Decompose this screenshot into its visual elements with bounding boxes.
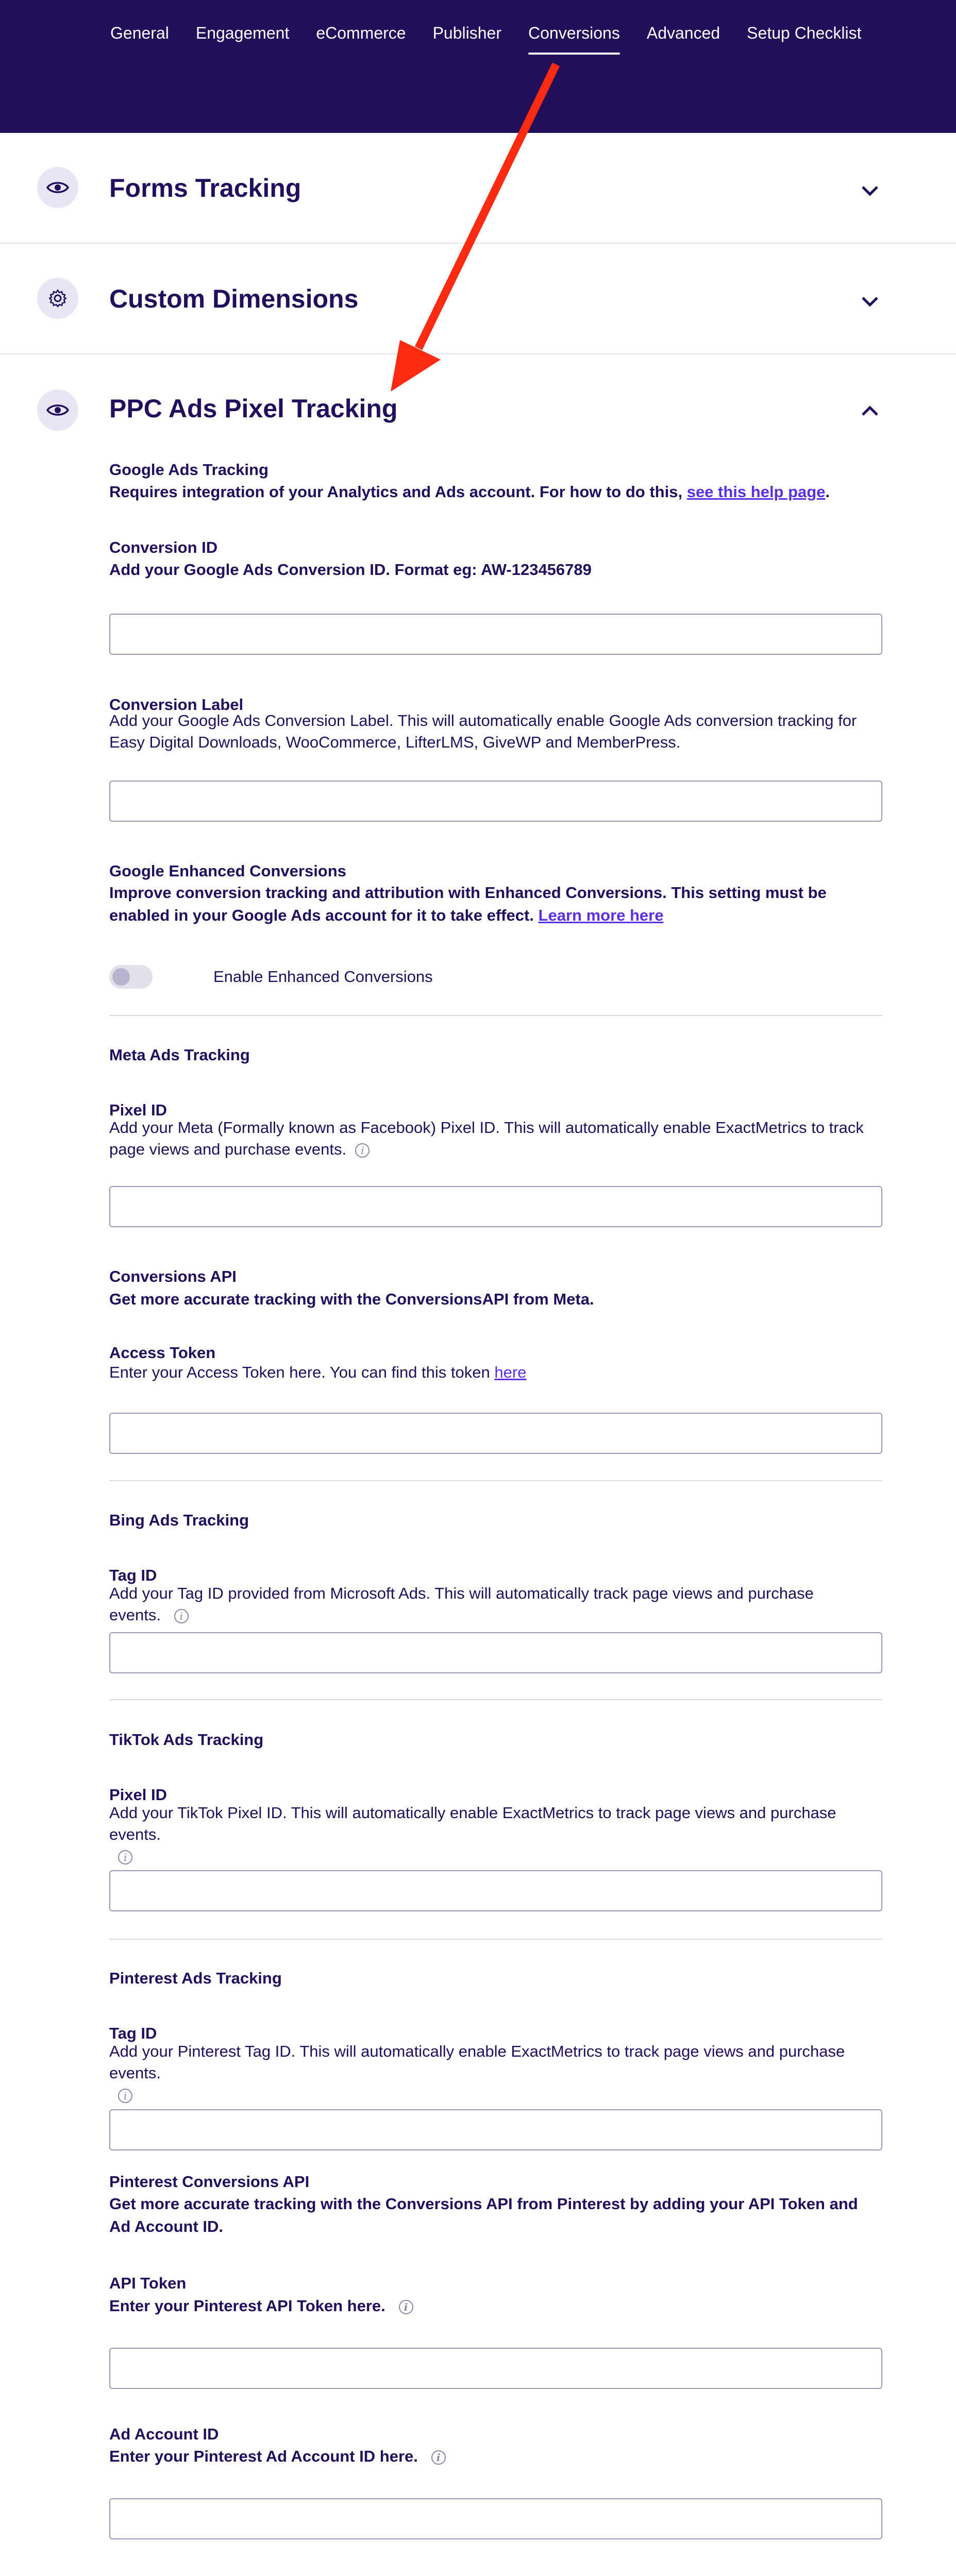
info-icon[interactable]: i bbox=[118, 1850, 132, 1865]
divider bbox=[109, 1699, 882, 1700]
divider bbox=[109, 1015, 882, 1016]
info-icon[interactable]: i bbox=[431, 2450, 446, 2465]
pinterest-tag-id-input[interactable] bbox=[109, 2109, 882, 2150]
access-token-input[interactable] bbox=[109, 1413, 882, 1454]
tab-setup-checklist[interactable]: Setup Checklist bbox=[747, 24, 862, 42]
section-title-ppc: PPC Ads Pixel Tracking bbox=[109, 394, 398, 423]
bing-tag-id-label: Tag ID bbox=[109, 1566, 157, 1584]
tab-ecommerce[interactable]: eCommerce bbox=[316, 24, 406, 42]
access-token-desc: Enter your Access Token here. You can find this token here bbox=[109, 1363, 527, 1381]
bing-ads-heading: Bing Ads Tracking bbox=[109, 1511, 249, 1529]
conversion-id-desc: Add your Google Ads Conversion ID. Format eg: AW-123456789 bbox=[109, 561, 592, 579]
pinterest-ads-heading: Pinterest Ads Tracking bbox=[109, 1969, 282, 1987]
api-token-desc: Enter your Pinterest API Token here. i bbox=[109, 2295, 882, 2317]
pinterest-tag-id-label: Tag ID bbox=[109, 2024, 157, 2042]
conversion-label-desc: Add your Google Ads Conversion Label. This will automatically enable Google Ads conversion tracking for Easy Digital Downloads, WooCommerce, LifterLMS, GiveWP and MemberPress. bbox=[109, 711, 857, 751]
tiktok-ads-heading: TikTok Ads Tracking bbox=[109, 1731, 264, 1749]
access-token-label: Access Token bbox=[109, 1344, 216, 1362]
conversions-api-label: Conversions API bbox=[109, 1267, 237, 1285]
conversions-api-desc: Get more accurate tracking with the ConversionsAPI from Meta. bbox=[109, 1290, 594, 1308]
chevron-up-icon[interactable] bbox=[860, 401, 880, 421]
toggle-knob bbox=[112, 968, 130, 986]
meta-pixel-id-input[interactable] bbox=[109, 1186, 882, 1227]
conversion-label-input[interactable] bbox=[109, 781, 882, 822]
pinterest-tag-id-desc: Add your Pinterest Tag ID. This will automatically enable ExactMetrics to track page views and purchase events. i bbox=[109, 2042, 845, 2102]
section-title-custom-dimensions: Custom Dimensions bbox=[109, 284, 359, 313]
tiktok-pixel-id-label: Pixel ID bbox=[109, 1786, 167, 1804]
divider bbox=[109, 1480, 882, 1481]
section-title-forms: Forms Tracking bbox=[109, 174, 301, 202]
conversion-id-label: Conversion ID bbox=[109, 538, 218, 556]
divider bbox=[109, 1939, 882, 1940]
api-token-input[interactable] bbox=[109, 2348, 882, 2389]
meta-ads-heading: Meta Ads Tracking bbox=[109, 1046, 250, 1064]
settings-tabs bbox=[110, 0, 888, 62]
enhanced-conversions-label: Google Enhanced Conversions bbox=[109, 862, 346, 880]
pinterest-capi-desc: Get more accurate tracking with the Conversions API from Pinterest by adding your API Token and Ad Account ID. bbox=[109, 2195, 858, 2235]
tab-engagement[interactable]: Engagement bbox=[195, 24, 290, 42]
ad-account-id-input[interactable] bbox=[109, 2498, 882, 2539]
ppc-section-header[interactable] bbox=[0, 355, 956, 438]
enhanced-conversions-toggle-label: Enable Enhanced Conversions bbox=[213, 968, 433, 986]
google-ads-desc: Requires integration of your Analytics and Ads account. For how to do this, see this help page. bbox=[109, 483, 830, 501]
tiktok-pixel-id-input[interactable] bbox=[109, 1870, 882, 1911]
tab-conversions[interactable]: Conversions bbox=[528, 0, 620, 62]
tab-publisher[interactable]: Publisher bbox=[432, 24, 501, 42]
forms-tracking-section[interactable] bbox=[0, 133, 956, 244]
ad-account-id-desc: Enter your Pinterest Ad Account ID here. i bbox=[109, 2446, 882, 2467]
gear-icon bbox=[37, 278, 78, 319]
help-page-link[interactable]: see this help page bbox=[686, 483, 826, 501]
bing-tag-id-input[interactable] bbox=[109, 1632, 882, 1673]
conversion-label-label: Conversion Label bbox=[109, 696, 244, 714]
conversion-id-input[interactable] bbox=[109, 614, 882, 655]
tab-general[interactable]: General bbox=[110, 24, 169, 42]
info-icon[interactable]: i bbox=[399, 2300, 413, 2314]
learn-more-link[interactable]: Learn more here bbox=[538, 906, 664, 924]
chevron-down-icon[interactable] bbox=[860, 291, 880, 312]
bing-tag-id-desc: Add your Tag ID provided from Microsoft Ads. This will automatically track page views and purchase events. i bbox=[109, 1584, 814, 1624]
pinterest-capi-label: Pinterest Conversions API bbox=[109, 2173, 310, 2191]
custom-dimensions-section[interactable] bbox=[0, 244, 956, 354]
eye-icon bbox=[37, 167, 78, 208]
meta-pixel-id-label: Pixel ID bbox=[109, 1101, 167, 1119]
enhanced-conversions-toggle[interactable] bbox=[109, 965, 153, 989]
info-icon[interactable]: i bbox=[118, 2089, 132, 2103]
google-ads-heading: Google Ads Tracking bbox=[109, 461, 269, 479]
chevron-down-icon[interactable] bbox=[860, 180, 880, 201]
info-icon[interactable]: i bbox=[355, 1143, 370, 1158]
meta-pixel-id-desc: Add your Meta (Formally known as Facebook) Pixel ID. This will automatically enable ExactMetrics to track page views and purchase events. i bbox=[109, 1118, 864, 1158]
top-header bbox=[0, 0, 956, 133]
tab-advanced[interactable]: Advanced bbox=[646, 24, 720, 42]
api-token-label: API Token bbox=[109, 2274, 187, 2292]
access-token-link[interactable]: here bbox=[494, 1363, 527, 1381]
tiktok-pixel-id-desc: Add your TikTok Pixel ID. This will automatically enable ExactMetrics to track page views and purchase events. i bbox=[109, 1804, 836, 1863]
info-icon[interactable]: i bbox=[174, 1609, 189, 1623]
enhanced-conversions-desc: Improve conversion tracking and attribution with Enhanced Conversions. This setting must be enabled in your Google Ads account for it to take effect. Learn more here bbox=[109, 884, 827, 924]
ad-account-id-label: Ad Account ID bbox=[109, 2425, 219, 2443]
eye-icon bbox=[37, 389, 78, 431]
